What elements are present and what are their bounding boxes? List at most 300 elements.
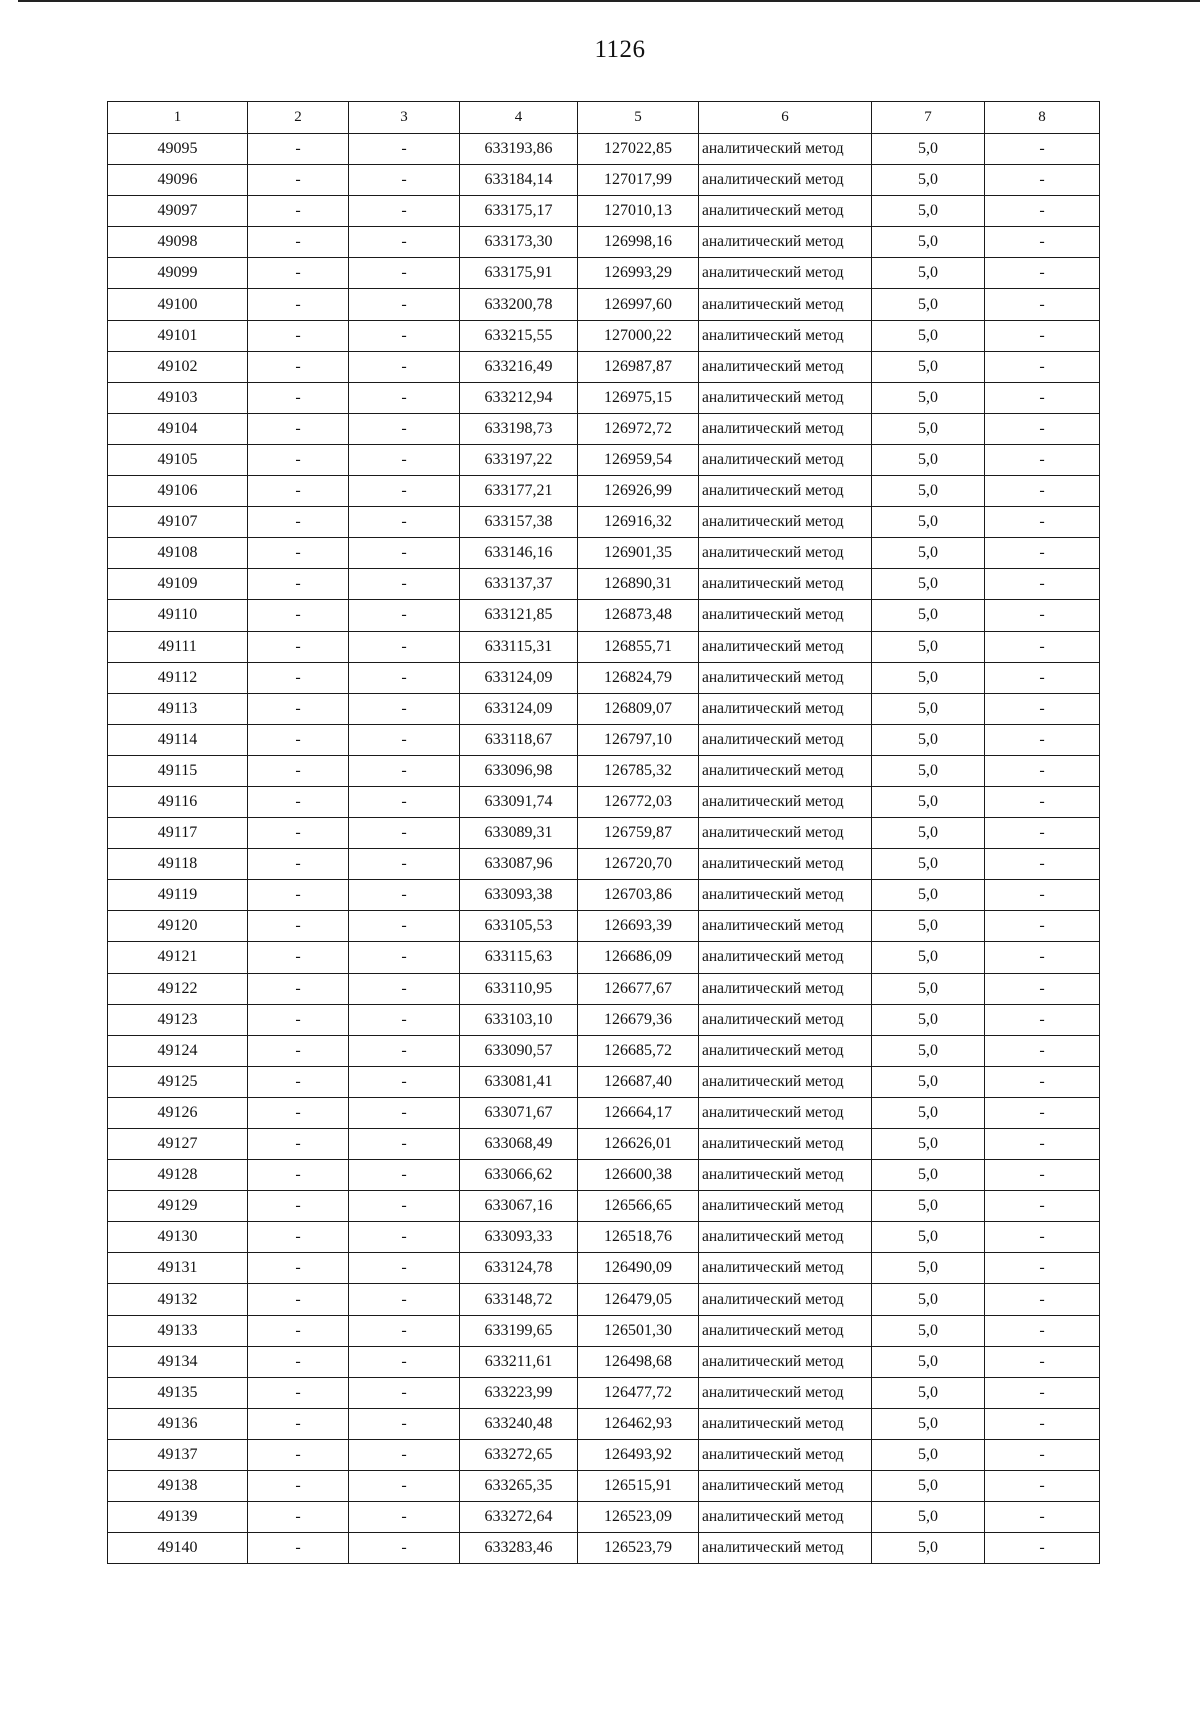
- column-3-cell: -: [349, 1004, 460, 1035]
- point-number-cell: 49120: [108, 911, 248, 942]
- coordinate-y-cell: 126600,38: [578, 1160, 699, 1191]
- point-number-cell: 49139: [108, 1502, 248, 1533]
- point-number-cell: 49118: [108, 849, 248, 880]
- coordinate-x-cell: 633198,73: [460, 413, 578, 444]
- column-2-cell: -: [248, 1315, 349, 1346]
- column-8-cell: -: [985, 1408, 1100, 1439]
- point-number-cell: 49138: [108, 1471, 248, 1502]
- column-8-cell: -: [985, 880, 1100, 911]
- point-number-cell: 49097: [108, 196, 248, 227]
- column-8-cell: -: [985, 1004, 1100, 1035]
- column-2-cell: -: [248, 1097, 349, 1128]
- table-row: [108, 942, 1100, 973]
- accuracy-cell: 5,0: [872, 289, 985, 320]
- coordinate-x-cell: 633067,16: [460, 1191, 578, 1222]
- coordinate-y-cell: 126479,05: [578, 1284, 699, 1315]
- column-8-cell: -: [985, 693, 1100, 724]
- coordinate-x-cell: 633089,31: [460, 818, 578, 849]
- accuracy-cell: 5,0: [872, 165, 985, 196]
- coordinate-x-cell: 633105,53: [460, 911, 578, 942]
- coordinate-y-cell: 126462,93: [578, 1408, 699, 1439]
- coordinate-x-cell: 633216,49: [460, 351, 578, 382]
- method-cell: аналитический метод: [699, 600, 872, 631]
- column-8-cell: -: [985, 1253, 1100, 1284]
- method-cell: аналитический метод: [699, 196, 872, 227]
- coordinate-y-cell: 126518,76: [578, 1222, 699, 1253]
- method-cell: аналитический метод: [699, 538, 872, 569]
- accuracy-cell: 5,0: [872, 196, 985, 227]
- column-2-cell: -: [248, 196, 349, 227]
- column-3-cell: -: [349, 134, 460, 165]
- accuracy-cell: 5,0: [872, 755, 985, 786]
- point-number-cell: 49108: [108, 538, 248, 569]
- column-3-cell: -: [349, 476, 460, 507]
- column-3-cell: -: [349, 755, 460, 786]
- coordinate-x-cell: 633091,74: [460, 786, 578, 817]
- accuracy-cell: 5,0: [872, 911, 985, 942]
- table-row: [108, 227, 1100, 258]
- method-cell: аналитический метод: [699, 382, 872, 413]
- column-3-cell: -: [349, 849, 460, 880]
- accuracy-cell: 5,0: [872, 1377, 985, 1408]
- table-row: [108, 1346, 1100, 1377]
- coordinate-y-cell: 126993,29: [578, 258, 699, 289]
- column-3-cell: -: [349, 165, 460, 196]
- method-cell: аналитический метод: [699, 134, 872, 165]
- column-2-cell: -: [248, 569, 349, 600]
- accuracy-cell: 5,0: [872, 1160, 985, 1191]
- column-8-cell: -: [985, 1315, 1100, 1346]
- coordinate-y-cell: 127000,22: [578, 320, 699, 351]
- column-2-cell: -: [248, 1160, 349, 1191]
- table-row: [108, 165, 1100, 196]
- table-body: [108, 134, 1100, 1564]
- coordinate-y-cell: 126890,31: [578, 569, 699, 600]
- table-row: [108, 538, 1100, 569]
- column-header: 8: [985, 102, 1100, 134]
- method-cell: аналитический метод: [699, 1346, 872, 1377]
- point-number-cell: 49111: [108, 631, 248, 662]
- point-number-cell: 49132: [108, 1284, 248, 1315]
- coordinate-x-cell: 633193,86: [460, 134, 578, 165]
- table-row: [108, 600, 1100, 631]
- column-8-cell: -: [985, 382, 1100, 413]
- column-3-cell: -: [349, 351, 460, 382]
- point-number-cell: 49134: [108, 1346, 248, 1377]
- point-number-cell: 49128: [108, 1160, 248, 1191]
- method-cell: аналитический метод: [699, 1004, 872, 1035]
- column-8-cell: -: [985, 476, 1100, 507]
- column-8-cell: -: [985, 818, 1100, 849]
- point-number-cell: 49130: [108, 1222, 248, 1253]
- column-8-cell: -: [985, 227, 1100, 258]
- accuracy-cell: 5,0: [872, 1129, 985, 1160]
- table-row: [108, 1533, 1100, 1564]
- column-3-cell: -: [349, 1160, 460, 1191]
- coordinate-x-cell: 633115,63: [460, 942, 578, 973]
- point-number-cell: 49125: [108, 1066, 248, 1097]
- column-8-cell: -: [985, 351, 1100, 382]
- column-3-cell: -: [349, 382, 460, 413]
- column-2-cell: -: [248, 818, 349, 849]
- accuracy-cell: 5,0: [872, 631, 985, 662]
- accuracy-cell: 5,0: [872, 1066, 985, 1097]
- point-number-cell: 49114: [108, 724, 248, 755]
- coordinate-y-cell: 126664,17: [578, 1097, 699, 1128]
- table-row: [108, 444, 1100, 475]
- method-cell: аналитический метод: [699, 289, 872, 320]
- table-row: [108, 507, 1100, 538]
- column-8-cell: -: [985, 600, 1100, 631]
- table-row: [108, 911, 1100, 942]
- coordinate-y-cell: 126916,32: [578, 507, 699, 538]
- method-cell: аналитический метод: [699, 631, 872, 662]
- column-8-cell: -: [985, 786, 1100, 817]
- table-row: [108, 786, 1100, 817]
- point-number-cell: 49099: [108, 258, 248, 289]
- coordinate-y-cell: 126855,71: [578, 631, 699, 662]
- accuracy-cell: 5,0: [872, 662, 985, 693]
- table-row: [108, 1439, 1100, 1470]
- point-number-cell: 49106: [108, 476, 248, 507]
- table-row: [108, 631, 1100, 662]
- column-2-cell: -: [248, 724, 349, 755]
- column-2-cell: -: [248, 1533, 349, 1564]
- method-cell: аналитический метод: [699, 1253, 872, 1284]
- column-2-cell: -: [248, 849, 349, 880]
- table-row: [108, 382, 1100, 413]
- coordinate-x-cell: 633071,67: [460, 1097, 578, 1128]
- coordinate-x-cell: 633184,14: [460, 165, 578, 196]
- column-3-cell: -: [349, 662, 460, 693]
- coordinate-y-cell: 126693,39: [578, 911, 699, 942]
- method-cell: аналитический метод: [699, 693, 872, 724]
- column-2-cell: -: [248, 662, 349, 693]
- column-3-cell: -: [349, 1346, 460, 1377]
- point-number-cell: 49140: [108, 1533, 248, 1564]
- column-3-cell: -: [349, 942, 460, 973]
- coordinate-y-cell: 126987,87: [578, 351, 699, 382]
- column-3-cell: -: [349, 1097, 460, 1128]
- coordinate-x-cell: 633093,38: [460, 880, 578, 911]
- column-header: 7: [872, 102, 985, 134]
- column-8-cell: -: [985, 1222, 1100, 1253]
- coordinate-x-cell: 633199,65: [460, 1315, 578, 1346]
- column-2-cell: -: [248, 320, 349, 351]
- point-number-cell: 49127: [108, 1129, 248, 1160]
- column-3-cell: -: [349, 227, 460, 258]
- method-cell: аналитический метод: [699, 942, 872, 973]
- point-number-cell: 49104: [108, 413, 248, 444]
- method-cell: аналитический метод: [699, 786, 872, 817]
- point-number-cell: 49109: [108, 569, 248, 600]
- coordinate-y-cell: 126523,79: [578, 1533, 699, 1564]
- column-2-cell: -: [248, 631, 349, 662]
- coordinate-y-cell: 126679,36: [578, 1004, 699, 1035]
- method-cell: аналитический метод: [699, 1160, 872, 1191]
- column-3-cell: -: [349, 1035, 460, 1066]
- accuracy-cell: 5,0: [872, 693, 985, 724]
- point-number-cell: 49117: [108, 818, 248, 849]
- coordinate-y-cell: 126720,70: [578, 849, 699, 880]
- column-3-cell: -: [349, 196, 460, 227]
- method-cell: аналитический метод: [699, 351, 872, 382]
- method-cell: аналитический метод: [699, 444, 872, 475]
- column-2-cell: -: [248, 1191, 349, 1222]
- coordinate-y-cell: 126959,54: [578, 444, 699, 475]
- column-2-cell: -: [248, 507, 349, 538]
- method-cell: аналитический метод: [699, 849, 872, 880]
- table-row: [108, 258, 1100, 289]
- column-3-cell: -: [349, 973, 460, 1004]
- coordinate-x-cell: 633124,09: [460, 662, 578, 693]
- coordinate-y-cell: 126972,72: [578, 413, 699, 444]
- coordinate-y-cell: 126686,09: [578, 942, 699, 973]
- coordinate-y-cell: 126772,03: [578, 786, 699, 817]
- method-cell: аналитический метод: [699, 1284, 872, 1315]
- column-3-cell: -: [349, 693, 460, 724]
- coordinate-x-cell: 633090,57: [460, 1035, 578, 1066]
- coordinate-y-cell: 126975,15: [578, 382, 699, 413]
- column-8-cell: -: [985, 569, 1100, 600]
- point-number-cell: 49113: [108, 693, 248, 724]
- point-number-cell: 49110: [108, 600, 248, 631]
- coordinate-y-cell: 126490,09: [578, 1253, 699, 1284]
- accuracy-cell: 5,0: [872, 600, 985, 631]
- table-row: [108, 1315, 1100, 1346]
- column-2-cell: -: [248, 600, 349, 631]
- accuracy-cell: 5,0: [872, 351, 985, 382]
- column-8-cell: -: [985, 631, 1100, 662]
- method-cell: аналитический метод: [699, 165, 872, 196]
- coordinate-x-cell: 633115,31: [460, 631, 578, 662]
- accuracy-cell: 5,0: [872, 1315, 985, 1346]
- column-2-cell: -: [248, 1253, 349, 1284]
- column-3-cell: -: [349, 600, 460, 631]
- column-2-cell: -: [248, 1439, 349, 1470]
- column-3-cell: -: [349, 1191, 460, 1222]
- coordinate-x-cell: 633146,16: [460, 538, 578, 569]
- method-cell: аналитический метод: [699, 818, 872, 849]
- page-number: 1126: [594, 36, 646, 63]
- method-cell: аналитический метод: [699, 1471, 872, 1502]
- column-header: 2: [248, 102, 349, 134]
- column-3-cell: -: [349, 258, 460, 289]
- coordinate-y-cell: 126493,92: [578, 1439, 699, 1470]
- coordinate-x-cell: 633110,95: [460, 973, 578, 1004]
- table-row: [108, 1222, 1100, 1253]
- accuracy-cell: 5,0: [872, 507, 985, 538]
- method-cell: аналитический метод: [699, 1066, 872, 1097]
- coordinate-x-cell: 633175,17: [460, 196, 578, 227]
- accuracy-cell: 5,0: [872, 444, 985, 475]
- column-8-cell: -: [985, 1533, 1100, 1564]
- coordinate-x-cell: 633177,21: [460, 476, 578, 507]
- column-8-cell: -: [985, 1191, 1100, 1222]
- table-row: [108, 351, 1100, 382]
- method-cell: аналитический метод: [699, 1315, 872, 1346]
- column-8-cell: -: [985, 849, 1100, 880]
- column-2-cell: -: [248, 476, 349, 507]
- coordinate-y-cell: 126809,07: [578, 693, 699, 724]
- column-3-cell: -: [349, 880, 460, 911]
- coordinate-y-cell: 126626,01: [578, 1129, 699, 1160]
- accuracy-cell: 5,0: [872, 258, 985, 289]
- column-8-cell: -: [985, 1129, 1100, 1160]
- column-2-cell: -: [248, 351, 349, 382]
- table-row: [108, 818, 1100, 849]
- column-8-cell: -: [985, 413, 1100, 444]
- coordinates-table: [107, 101, 1100, 1564]
- method-cell: аналитический метод: [699, 1439, 872, 1470]
- point-number-cell: 49119: [108, 880, 248, 911]
- coordinate-x-cell: 633223,99: [460, 1377, 578, 1408]
- column-3-cell: -: [349, 320, 460, 351]
- column-3-cell: -: [349, 569, 460, 600]
- column-3-cell: -: [349, 631, 460, 662]
- coordinate-y-cell: 126998,16: [578, 227, 699, 258]
- column-2-cell: -: [248, 942, 349, 973]
- method-cell: аналитический метод: [699, 1191, 872, 1222]
- coordinate-x-cell: 633197,22: [460, 444, 578, 475]
- coordinate-x-cell: 633103,10: [460, 1004, 578, 1035]
- column-2-cell: -: [248, 1004, 349, 1035]
- accuracy-cell: 5,0: [872, 1284, 985, 1315]
- column-8-cell: -: [985, 196, 1100, 227]
- coordinate-y-cell: 126703,86: [578, 880, 699, 911]
- method-cell: аналитический метод: [699, 911, 872, 942]
- column-3-cell: -: [349, 786, 460, 817]
- coordinate-x-cell: 633215,55: [460, 320, 578, 351]
- coordinate-y-cell: 126515,91: [578, 1471, 699, 1502]
- column-2-cell: -: [248, 1129, 349, 1160]
- coordinate-x-cell: 633137,37: [460, 569, 578, 600]
- accuracy-cell: 5,0: [872, 1253, 985, 1284]
- column-8-cell: -: [985, 1097, 1100, 1128]
- column-2-cell: -: [248, 1066, 349, 1097]
- column-header: 1: [108, 102, 248, 134]
- column-2-cell: -: [248, 289, 349, 320]
- method-cell: аналитический метод: [699, 320, 872, 351]
- coordinate-y-cell: 126759,87: [578, 818, 699, 849]
- table-row: [108, 662, 1100, 693]
- column-8-cell: -: [985, 942, 1100, 973]
- column-3-cell: -: [349, 444, 460, 475]
- column-3-cell: -: [349, 1471, 460, 1502]
- column-3-cell: -: [349, 1222, 460, 1253]
- coordinate-x-cell: 633157,38: [460, 507, 578, 538]
- method-cell: аналитический метод: [699, 1408, 872, 1439]
- point-number-cell: 49101: [108, 320, 248, 351]
- accuracy-cell: 5,0: [872, 1035, 985, 1066]
- accuracy-cell: 5,0: [872, 786, 985, 817]
- method-cell: аналитический метод: [699, 1377, 872, 1408]
- table-row: [108, 880, 1100, 911]
- coordinate-y-cell: 126901,35: [578, 538, 699, 569]
- accuracy-cell: 5,0: [872, 382, 985, 413]
- column-2-cell: -: [248, 258, 349, 289]
- column-3-cell: -: [349, 1408, 460, 1439]
- column-8-cell: -: [985, 507, 1100, 538]
- column-3-cell: -: [349, 413, 460, 444]
- coordinate-y-cell: 126926,99: [578, 476, 699, 507]
- accuracy-cell: 5,0: [872, 1533, 985, 1564]
- method-cell: аналитический метод: [699, 973, 872, 1004]
- coordinate-x-cell: 633087,96: [460, 849, 578, 880]
- column-8-cell: -: [985, 1035, 1100, 1066]
- coordinate-x-cell: 633124,09: [460, 693, 578, 724]
- table-row: [108, 1129, 1100, 1160]
- point-number-cell: 49103: [108, 382, 248, 413]
- point-number-cell: 49100: [108, 289, 248, 320]
- column-8-cell: -: [985, 444, 1100, 475]
- point-number-cell: 49126: [108, 1097, 248, 1128]
- coordinate-x-cell: 633240,48: [460, 1408, 578, 1439]
- table-row: [108, 755, 1100, 786]
- point-number-cell: 49136: [108, 1408, 248, 1439]
- coordinate-x-cell: 633272,65: [460, 1439, 578, 1470]
- method-cell: аналитический метод: [699, 507, 872, 538]
- method-cell: аналитический метод: [699, 662, 872, 693]
- method-cell: аналитический метод: [699, 258, 872, 289]
- column-3-cell: -: [349, 724, 460, 755]
- column-header: 6: [699, 102, 872, 134]
- point-number-cell: 49115: [108, 755, 248, 786]
- table-row: [108, 724, 1100, 755]
- column-3-cell: -: [349, 1502, 460, 1533]
- column-2-cell: -: [248, 413, 349, 444]
- top-rule: [18, 0, 1200, 2]
- coordinate-y-cell: 126566,65: [578, 1191, 699, 1222]
- method-cell: аналитический метод: [699, 227, 872, 258]
- column-8-cell: -: [985, 538, 1100, 569]
- point-number-cell: 49116: [108, 786, 248, 817]
- coordinate-x-cell: 633200,78: [460, 289, 578, 320]
- column-3-cell: -: [349, 538, 460, 569]
- method-cell: аналитический метод: [699, 413, 872, 444]
- point-number-cell: 49135: [108, 1377, 248, 1408]
- accuracy-cell: 5,0: [872, 1408, 985, 1439]
- accuracy-cell: 5,0: [872, 1097, 985, 1128]
- coordinate-x-cell: 633096,98: [460, 755, 578, 786]
- column-3-cell: -: [349, 1284, 460, 1315]
- table-row: [108, 289, 1100, 320]
- table-row: [108, 973, 1100, 1004]
- accuracy-cell: 5,0: [872, 538, 985, 569]
- table-row: [108, 1502, 1100, 1533]
- column-2-cell: -: [248, 1377, 349, 1408]
- column-3-cell: -: [349, 1066, 460, 1097]
- column-8-cell: -: [985, 1502, 1100, 1533]
- column-2-cell: -: [248, 1222, 349, 1253]
- coordinate-x-cell: 633121,85: [460, 600, 578, 631]
- column-2-cell: -: [248, 1408, 349, 1439]
- column-3-cell: -: [349, 1439, 460, 1470]
- column-3-cell: -: [349, 1315, 460, 1346]
- method-cell: аналитический метод: [699, 1129, 872, 1160]
- coordinate-x-cell: 633081,41: [460, 1066, 578, 1097]
- table-row: [108, 693, 1100, 724]
- column-2-cell: -: [248, 1471, 349, 1502]
- coordinate-x-cell: 633118,67: [460, 724, 578, 755]
- method-cell: аналитический метод: [699, 569, 872, 600]
- coordinate-y-cell: 126824,79: [578, 662, 699, 693]
- column-header: 3: [349, 102, 460, 134]
- accuracy-cell: 5,0: [872, 227, 985, 258]
- table-row: [108, 1066, 1100, 1097]
- coordinate-y-cell: 126873,48: [578, 600, 699, 631]
- column-8-cell: -: [985, 911, 1100, 942]
